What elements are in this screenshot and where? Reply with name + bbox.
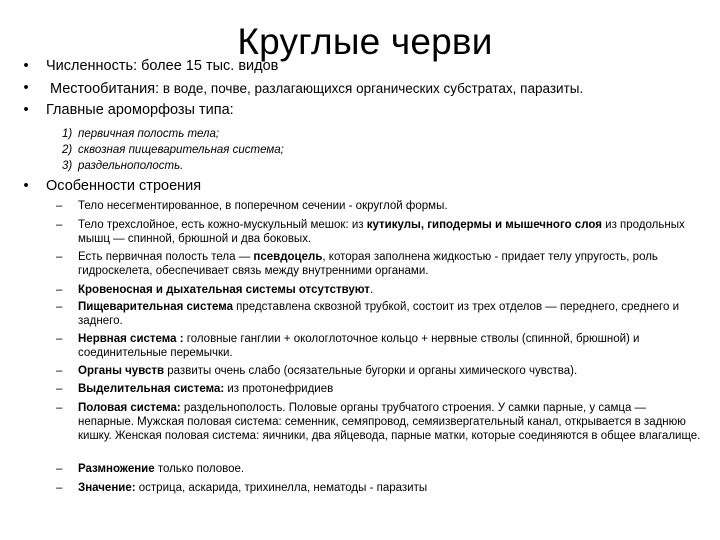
bullet-dot: • — [23, 80, 29, 96]
feature-text: развиты очень слабо (осязательные бугорки и органы химического чувства). — [164, 365, 578, 377]
feature-text: Тело трехслойное, есть кожно-мускульный мешок: из — [78, 219, 367, 231]
feature-text: раздельнополость. Половые органы трубчатого строения. У самки парные, у самца — непарные. Мужская половая система: семенник, семяпровод, семяизвергательный канал, открывается в заднюю кишку. Женская половая система: яичники, два яйцевода, парные матки, которые соединяются в общее влагалище. — [78, 402, 701, 442]
feature-bold: Выделительная система: — [78, 383, 225, 395]
dash-marker: – — [56, 482, 63, 494]
feature-text: острица, аскарида, трихинелла, нематоды - паразиты — [135, 482, 428, 494]
feature-item — [56, 401, 702, 443]
bullet-label: Местообитания: — [50, 81, 160, 97]
feature-item — [56, 199, 702, 213]
structure-heading: Особенности строения — [46, 178, 202, 194]
dash-marker: – — [56, 402, 63, 414]
dash-marker: – — [56, 284, 63, 296]
item-number: 2) — [62, 144, 73, 156]
bullet-dot: • — [23, 102, 29, 118]
dash-marker: – — [56, 219, 63, 231]
aromorphosis-item — [62, 159, 183, 173]
dash-marker: – — [56, 383, 63, 395]
feature-bold: Нервная система : — [78, 333, 184, 345]
feature-bold: Половая система: — [78, 402, 181, 414]
feature-bold: кутикулы, гиподермы и мышечного слоя — [366, 219, 602, 231]
feature-bold: псевдоцель — [253, 251, 323, 263]
feature-text: только половое. — [154, 463, 245, 475]
feature-item — [56, 382, 702, 396]
item-number: 3) — [62, 160, 73, 172]
aromorphosis-item — [62, 127, 219, 141]
feature-text: Тело несегментированное, в поперечном сечении - округлой формы. — [78, 200, 448, 212]
feature-text: . — [369, 284, 374, 296]
dash-marker: – — [56, 365, 63, 377]
bullet-dot: • — [23, 58, 29, 74]
feature-text-2: , которая заполнена жидкостью - придает телу упругость, роль гидроскелета, обеспечивает связь между внутренними органами. — [78, 251, 658, 277]
bullet-dot: • — [23, 178, 29, 194]
item-number: 1) — [62, 128, 73, 140]
feature-item — [56, 283, 702, 297]
feature-item — [56, 481, 702, 495]
dash-marker: – — [56, 251, 63, 263]
bullet-text: в воде, почве, разлагающихся органических субстратах, паразиты. — [159, 81, 584, 96]
item-text: первичная полость тела; — [78, 128, 220, 140]
item-text: раздельнополость. — [78, 160, 184, 172]
feature-bold: Размножение — [78, 463, 155, 475]
feature-bold: Пищеварительная система — [78, 301, 233, 313]
bullet-label: Численность: — [46, 58, 138, 74]
feature-bold: Кровеносная и дыхательная системы отсутствуют — [78, 284, 370, 296]
feature-text: из протонефридиев — [224, 383, 334, 395]
dash-marker: – — [56, 463, 63, 475]
slide-title: Круглые черви — [237, 21, 493, 62]
feature-item — [56, 250, 702, 278]
feature-text: Есть первичная полость тела — — [78, 251, 254, 263]
feature-bold: Значение: — [78, 482, 136, 494]
feature-text: головные ганглии + окологлоточное кольцо + нервные стволы (спинной, брюшной) и соединительные перемычки. — [78, 333, 640, 359]
item-text: сквозная пищеварительная система; — [78, 144, 284, 156]
feature-item — [56, 332, 702, 360]
dash-marker: – — [56, 200, 63, 212]
feature-item — [56, 218, 702, 246]
feature-text: представлена сквозной трубкой, состоит из трех отделов — переднего, среднего и заднего. — [78, 301, 679, 327]
feature-item — [56, 364, 702, 378]
feature-bold: Органы чувств — [78, 365, 165, 377]
bullet-text: более 15 тыс. видов — [137, 58, 279, 74]
feature-item — [56, 300, 702, 328]
feature-text-2: из продольных мышц — спинной, брюшной и два боковых. — [78, 219, 685, 245]
bullet-label: Главные ароморфозы типа: — [46, 102, 234, 118]
dash-marker: – — [56, 333, 63, 345]
feature-item — [56, 462, 702, 476]
dash-marker: – — [56, 301, 63, 313]
aromorphosis-item — [62, 143, 284, 157]
